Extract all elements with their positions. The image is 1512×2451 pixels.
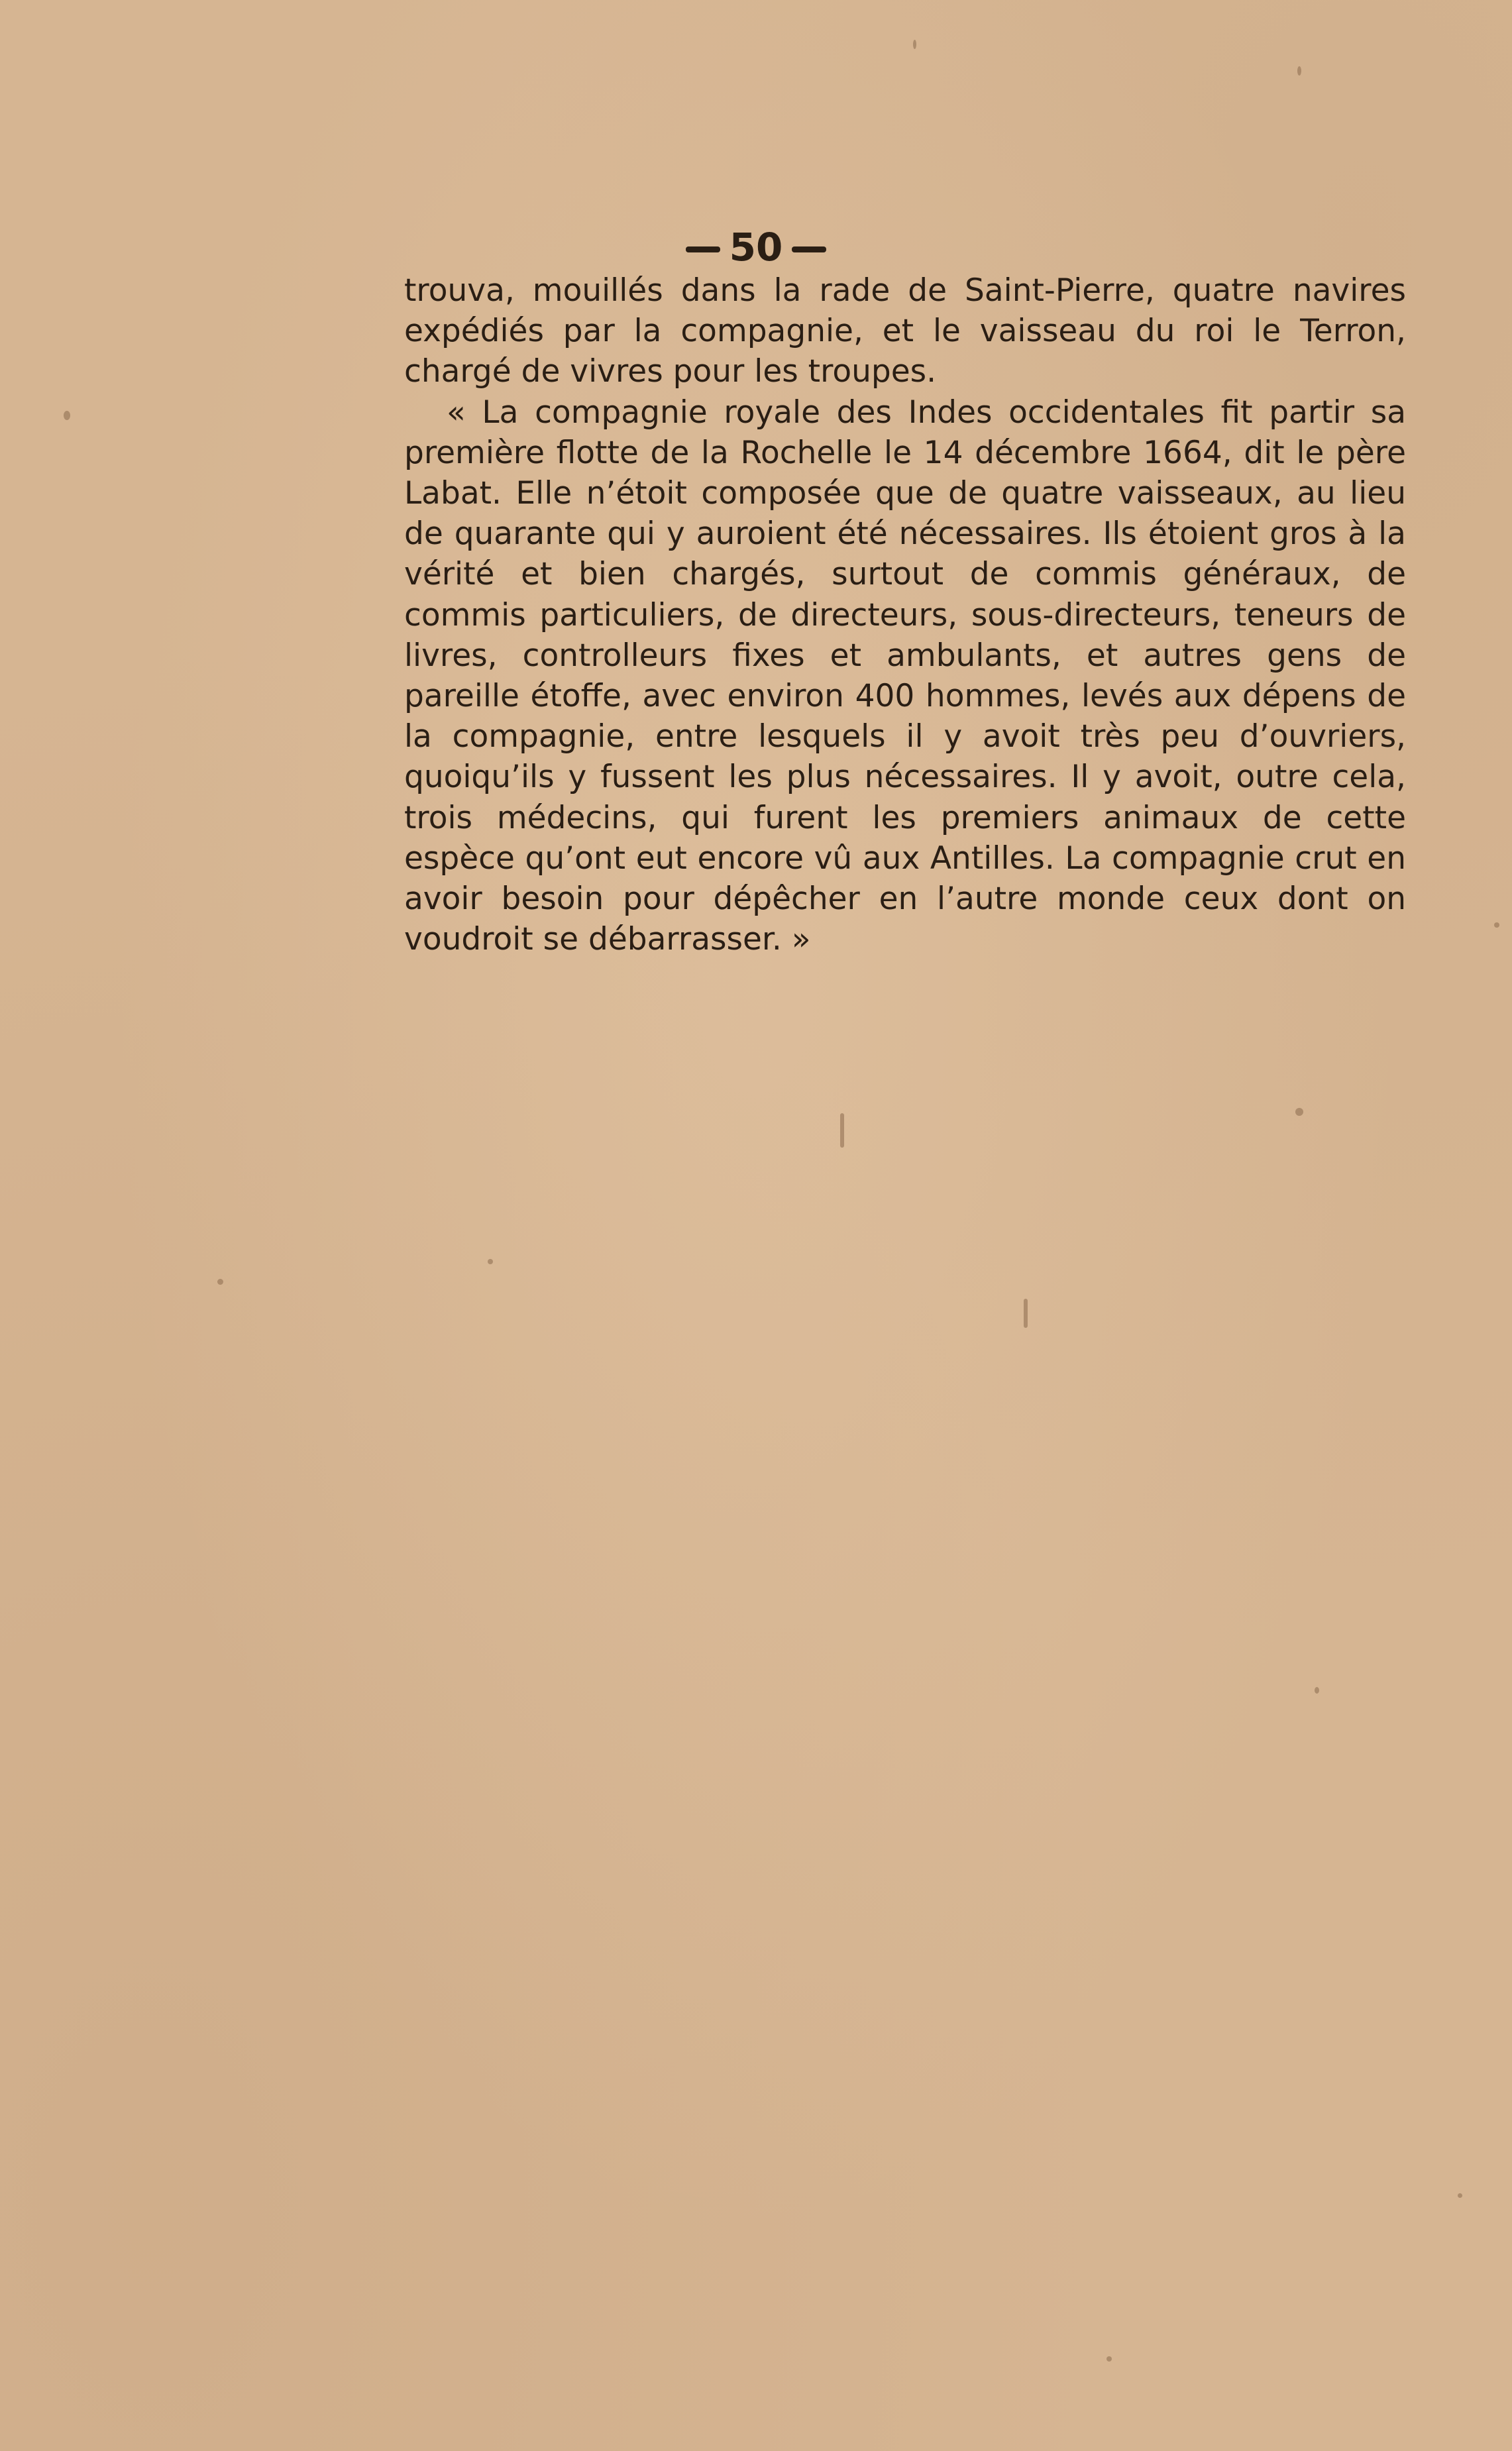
paper-speck xyxy=(1315,1687,1319,1694)
paper-speck xyxy=(1107,2356,1112,2362)
page-number: 50 xyxy=(729,225,783,270)
paper-speck xyxy=(1024,1299,1028,1328)
paper-speck xyxy=(913,40,916,49)
paper-speck xyxy=(64,411,70,420)
paper-speck xyxy=(840,1113,844,1148)
body-text xyxy=(404,270,1406,959)
paper-speck xyxy=(1458,2193,1462,2198)
paper-speck xyxy=(217,1279,223,1285)
paper-speck xyxy=(1494,922,1499,928)
paper-speck xyxy=(1297,66,1301,76)
header-dash-left xyxy=(686,246,720,252)
paper-speck xyxy=(1295,1108,1303,1116)
paragraph-labat-quote: « La compagnie royale des Indes occidentales fit partir sa première flotte de la Rochelle le 14 décembre 1664, dit le père Labat. Elle n’étoit composée que de quatre vaisseaux, au lieu de quarante qui y auroient été nécessaires. Ils étoient gros à la vérité et bien chargés, surtout de commis généraux, de commis particuliers, de directeurs, sous-directeurs, teneurs de livres, controlleurs fixes et ambulants, et autres gens de pareille étoffe, avec environ 400 hommes, levés aux dépens de la compagnie, entre lesquels il y avoit très peu d’ouvriers, quoiqu’ils y fussent les plus nécessaires. Il y avoit, outre cela, trois médecins, qui furent les premiers animaux de cette espèce qu’ont eut encore vû aux Antilles. La compagnie crut en avoir besoin pour dépêcher en l’autre monde ceux dont on voudroit se débarrasser. » xyxy=(404,394,1406,958)
paragraph-continuation: trouva, mouillés dans la rade de Saint-Pierre, quatre navires expédiés par la compagnie, et le vaisseau du roi le Terron, chargé de vivres pour les troupes. xyxy=(404,272,1406,390)
paper-speck xyxy=(488,1259,493,1264)
page-header xyxy=(0,224,1512,270)
header-dash-right xyxy=(792,246,826,252)
